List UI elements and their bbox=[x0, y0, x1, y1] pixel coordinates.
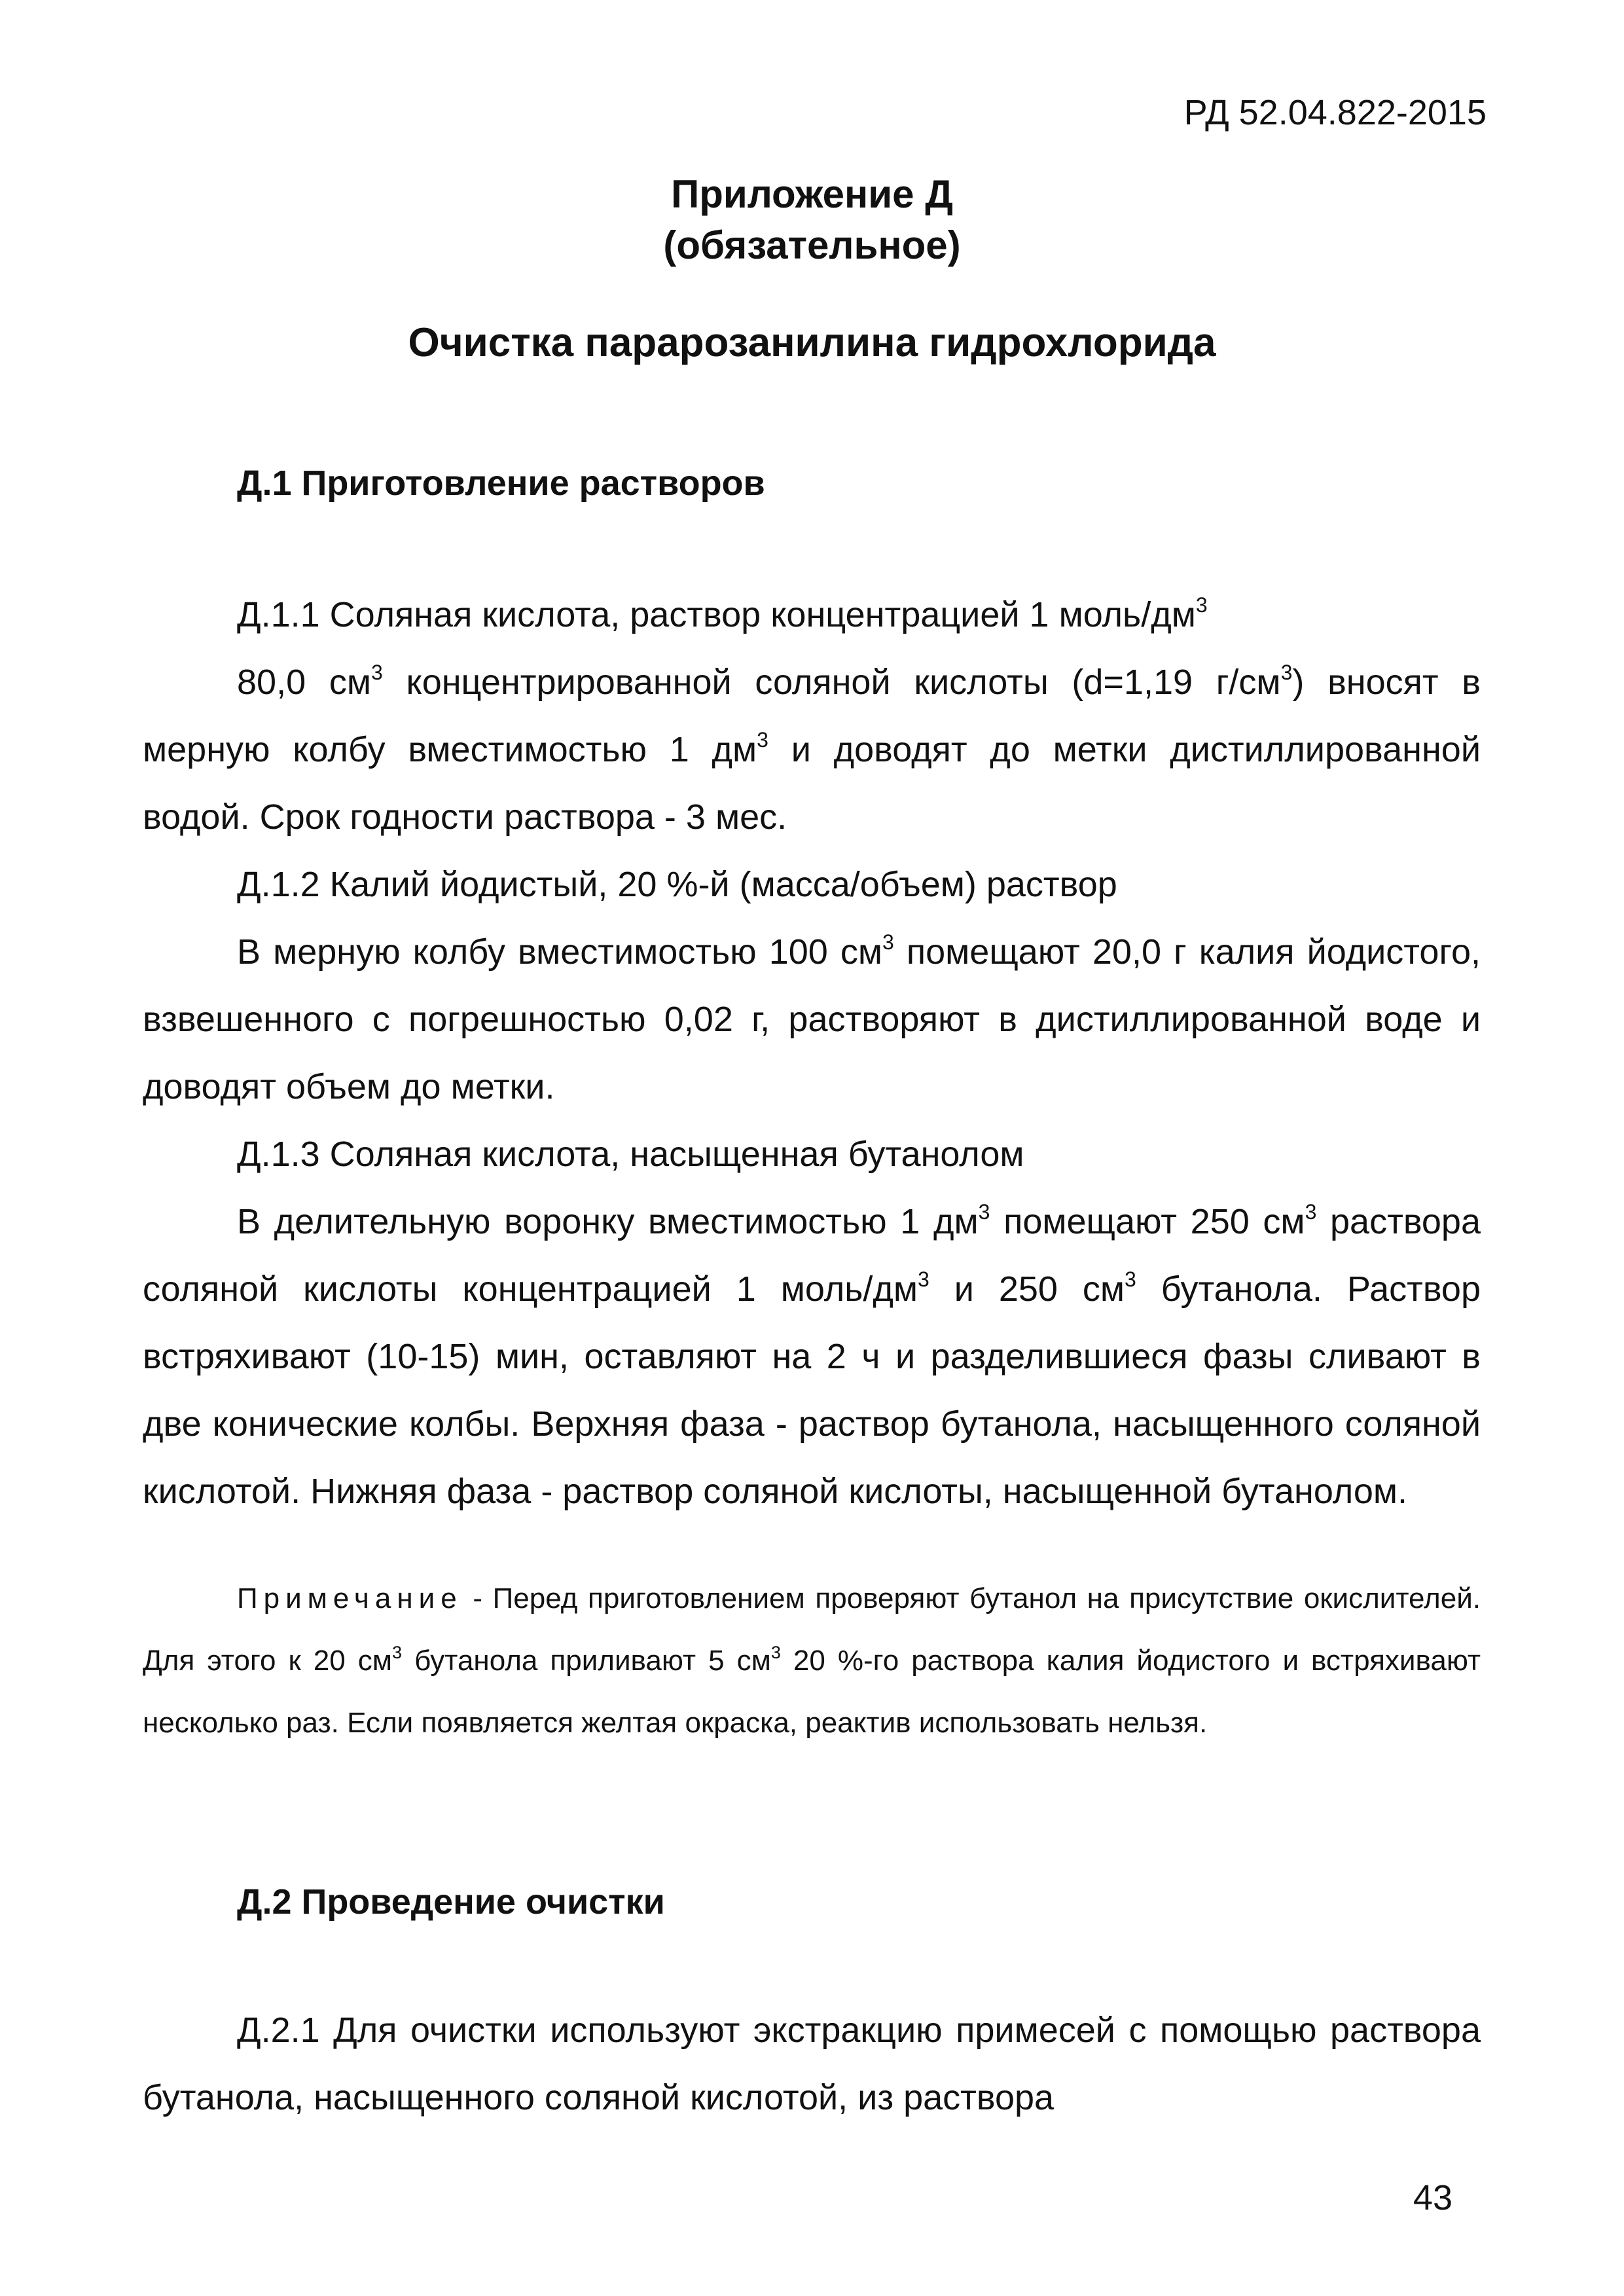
paragraph-text: бутанола. Раствор встряхивают (10-15) мин, оставляют на 2 ч и разделившиеся фазы сливают в две конические колбы. Верхняя фаза - раствор бутанола, насыщенного соляной кислотой. Нижняя фаза - раствор соляной кислоты, насыщенной бутанолом. bbox=[143, 1269, 1481, 1511]
note-text: бутанола приливают 5 см bbox=[402, 1645, 771, 1677]
appendix-status: (обязательное) bbox=[663, 223, 961, 267]
superscript: 3 bbox=[917, 1267, 929, 1291]
superscript: 3 bbox=[770, 1643, 781, 1662]
paragraph-text: В делительную воронку вместимостью 1 дм bbox=[237, 1202, 979, 1241]
page-number: 43 bbox=[1413, 2178, 1453, 2217]
paragraph-d-1-3-title: Д.1.3 Соляная кислота, насыщенная бутанолом bbox=[237, 1135, 1024, 1174]
document-code: РД 52.04.822-2015 bbox=[1183, 93, 1487, 132]
superscript: 3 bbox=[1280, 661, 1293, 684]
superscript: 3 bbox=[1125, 1267, 1136, 1291]
paragraph-text: и 250 см bbox=[929, 1269, 1125, 1309]
paragraph-text: и доводят до метки дистиллированной водой. Срок годности раствора - 3 мес. bbox=[143, 730, 1481, 837]
note-text: 20 %-го раствора калия йодистого и встряхивают несколько раз. Если появляется желтая окраска, реактив использовать нельзя. bbox=[143, 1645, 1481, 1739]
note-text: - Перед приготовлением проверяют бутанол на присутствие окислителей. Для этого к 20 см bbox=[143, 1582, 1481, 1677]
paragraph-text: раствора соляной кислоты концентрацией 1 моль/дм bbox=[143, 1202, 1481, 1309]
section-1-title: Д.1 Приготовление растворов bbox=[237, 464, 765, 503]
paragraph-text: 80,0 см bbox=[237, 663, 371, 702]
superscript: 3 bbox=[978, 1200, 990, 1224]
paragraph-d-2-1: Д.2.1 Для очистки используют экстракцию примесей с помощью раствора бутанола, насыщенного соляной кислотой, из раствора bbox=[143, 2011, 1481, 2117]
paragraph-d-1-3-body bbox=[143, 1188, 1481, 1525]
superscript: 3 bbox=[392, 1643, 403, 1662]
paragraph-d-1-1-title bbox=[143, 581, 1481, 649]
note-label: Примечание bbox=[237, 1582, 463, 1614]
appendix-heading: Очистка парарозанилина гидрохлорида bbox=[408, 320, 1216, 365]
paragraph-text: Д.1.1 Соляная кислота, раствор концентрацией 1 моль/дм bbox=[237, 595, 1196, 634]
paragraph-text: концентрированной соляной кислоты (d=1,19 г/см bbox=[382, 663, 1281, 702]
paragraph-d-1-2-body bbox=[143, 919, 1481, 1121]
paragraph-text: В мерную колбу вместимостью 100 см bbox=[237, 932, 883, 972]
section-2-title: Д.2 Проведение очистки bbox=[237, 1882, 665, 1922]
superscript: 3 bbox=[1305, 1200, 1317, 1224]
appendix-title: Приложение Д bbox=[671, 172, 953, 216]
superscript: 3 bbox=[757, 728, 768, 752]
superscript: 3 bbox=[370, 661, 383, 684]
paragraph-text: ) вносят в мерную колбу вместимостью 1 дм bbox=[143, 663, 1481, 769]
superscript: 3 bbox=[1195, 593, 1208, 617]
note bbox=[143, 1567, 1481, 1754]
paragraph-d-1-1-body bbox=[143, 649, 1481, 851]
superscript: 3 bbox=[882, 930, 894, 954]
paragraph-text: помещают 250 см bbox=[990, 1202, 1305, 1241]
paragraph-text: помещают 20,0 г калия йодистого, взвешенного с погрешностью 0,02 г, растворяют в дистиллированной воде и доводят объем до метки. bbox=[143, 932, 1481, 1106]
paragraph-d-1-2-title: Д.1.2 Калий йодистый, 20 %-й (масса/объем) раствор bbox=[237, 865, 1117, 904]
